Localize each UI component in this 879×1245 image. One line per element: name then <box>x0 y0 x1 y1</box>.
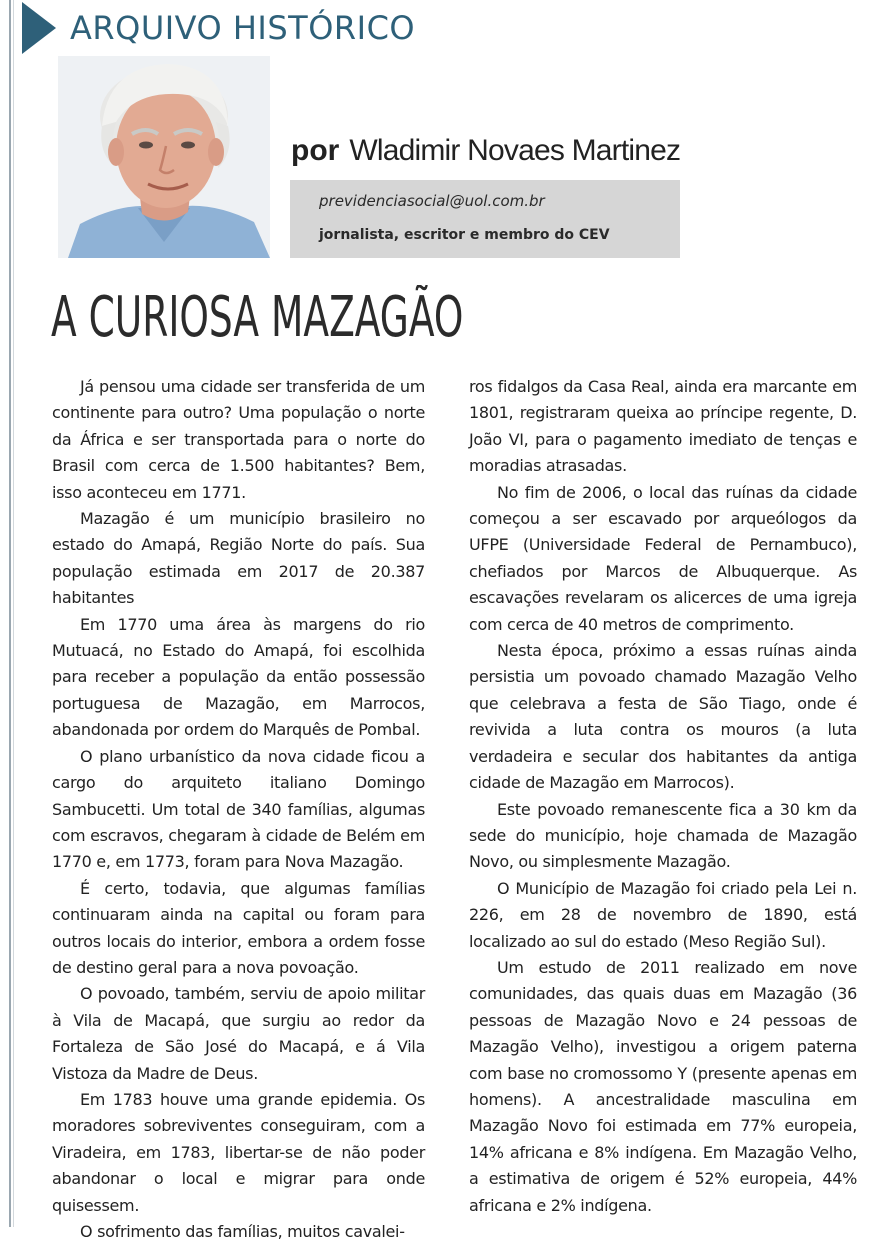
page-margin-rule-thin <box>13 0 14 1227</box>
article-paragraph: Nesta época, próximo a essas ruínas ainda persistia um povoado chamado Mazagão Velho que celebrava a festa de São Tiago, onde é revivida a luta contra os mouros (a luta verdadeira e secular dos habitantes da antiga cidade de Mazagão em Marrocos). <box>469 641 857 793</box>
author-email: previdenciasocial@uol.com.br <box>319 192 545 210</box>
article-headline: A CURIOSA MAZAGÃO <box>51 285 464 350</box>
byline <box>291 134 680 168</box>
article-paragraph: O sofrimento das famílias, muitos cavalei- <box>80 1222 405 1241</box>
section-title: ARQUIVO HISTÓRICO <box>70 9 416 47</box>
author-portrait <box>58 56 270 258</box>
article-paragraph: É certo, todavia, que algumas famílias continuaram ainda na capital ou foram para outros locais do interior, embora a ordem fosse de destino geral para a nova povoação. <box>52 878 425 977</box>
article-paragraph: O plano urbanístico da nova cidade ficou a cargo do arquiteto italiano Domingo Sambucetti. Um total de 340 famílias, algumas com escravos, chegaram à cidade de Belém em 1770 e, em 1773, foram para Nova Mazagão. <box>52 746 425 872</box>
article-paragraph: Em 1783 houve uma grande epidemia. Os moradores sobreviventes conseguiram, com a Viradeira, em 1783, libertar-se de não poder abandonar o local e migrar para onde quisessem. <box>52 1089 425 1215</box>
author-role: jornalista, escritor e membro do CEV <box>319 227 610 243</box>
page-margin-rule <box>9 0 11 1227</box>
article-paragraph: Um estudo de 2011 realizado em nove comunidades, das quais duas em Mazagão (36 pessoas de Mazagão Novo e 24 pessoas de Mazagão Velho), investigou a origem paterna com base no cromossomo Y (presente apenas em homens). A ancestralidade masculina em Mazagão Novo foi estimada em 77% europeia, 14% africana e 8% indígena. Em Mazagão Velho, a estimativa de origem é 52% europeia, 44% africana e 2% indígena. <box>469 957 857 1215</box>
article-paragraph: ros fidalgos da Casa Real, ainda era marcante em 1801, registraram queixa ao príncipe regente, D. João VI, para o pagamento imediato de tenças e moradias atrasadas. <box>469 377 857 476</box>
article-column-left <box>52 374 425 1241</box>
article-paragraph: Este povoado remanescente fica a 30 km da sede do município, hoje chamada de Mazagão Novo, ou simplesmente Mazagão. <box>469 799 857 872</box>
author-info-box <box>290 180 680 258</box>
article-paragraph: Em 1770 uma área às margens do rio Mutuacá, no Estado do Amapá, foi escolhida para receber a população da então possessão portuguesa de Mazagão, em Marrocos, abandonada por ordem do Marquês de Pombal. <box>52 614 425 740</box>
article-paragraph: Mazagão é um município brasileiro no estado do Amapá, Região Norte do país. Sua população estimada em 2017 de 20.387 habitantes <box>52 509 425 608</box>
section-marker-triangle <box>22 2 56 54</box>
author-portrait-illustration <box>58 56 270 258</box>
article-paragraph: O povoado, também, serviu de apoio militar à Vila de Macapá, que surgiu ao redor da Fortaleza de São José do Macapá, e á Vila Vistoza da Madre de Deus. <box>52 984 425 1083</box>
article-paragraph: O Município de Mazagão foi criado pela Lei n. 226, em 28 de novembro de 1890, está localizado ao sul do estado (Meso Região Sul). <box>469 878 857 951</box>
article-paragraph: No fim de 2006, o local das ruínas da cidade começou a ser escavado por arqueólogos da UFPE (Universidade Federal de Pernambuco), chefiados por Marcos de Albuquerque. As escavações revelaram os alicerces de uma igreja com cerca de 40 metros de comprimento. <box>469 482 857 634</box>
byline-prefix: por <box>291 134 340 167</box>
article-column-right <box>469 374 857 1224</box>
photo-pointer <box>253 128 270 172</box>
author-name: Wladimir Novaes Martinez <box>349 134 681 167</box>
article-paragraph: Já pensou uma cidade ser transferida de um continente para outro? Uma população o norte da África e ser transportada para o norte do Brasil com cerca de 1.500 habitantes? Bem, isso aconteceu em 1771. <box>52 377 425 502</box>
